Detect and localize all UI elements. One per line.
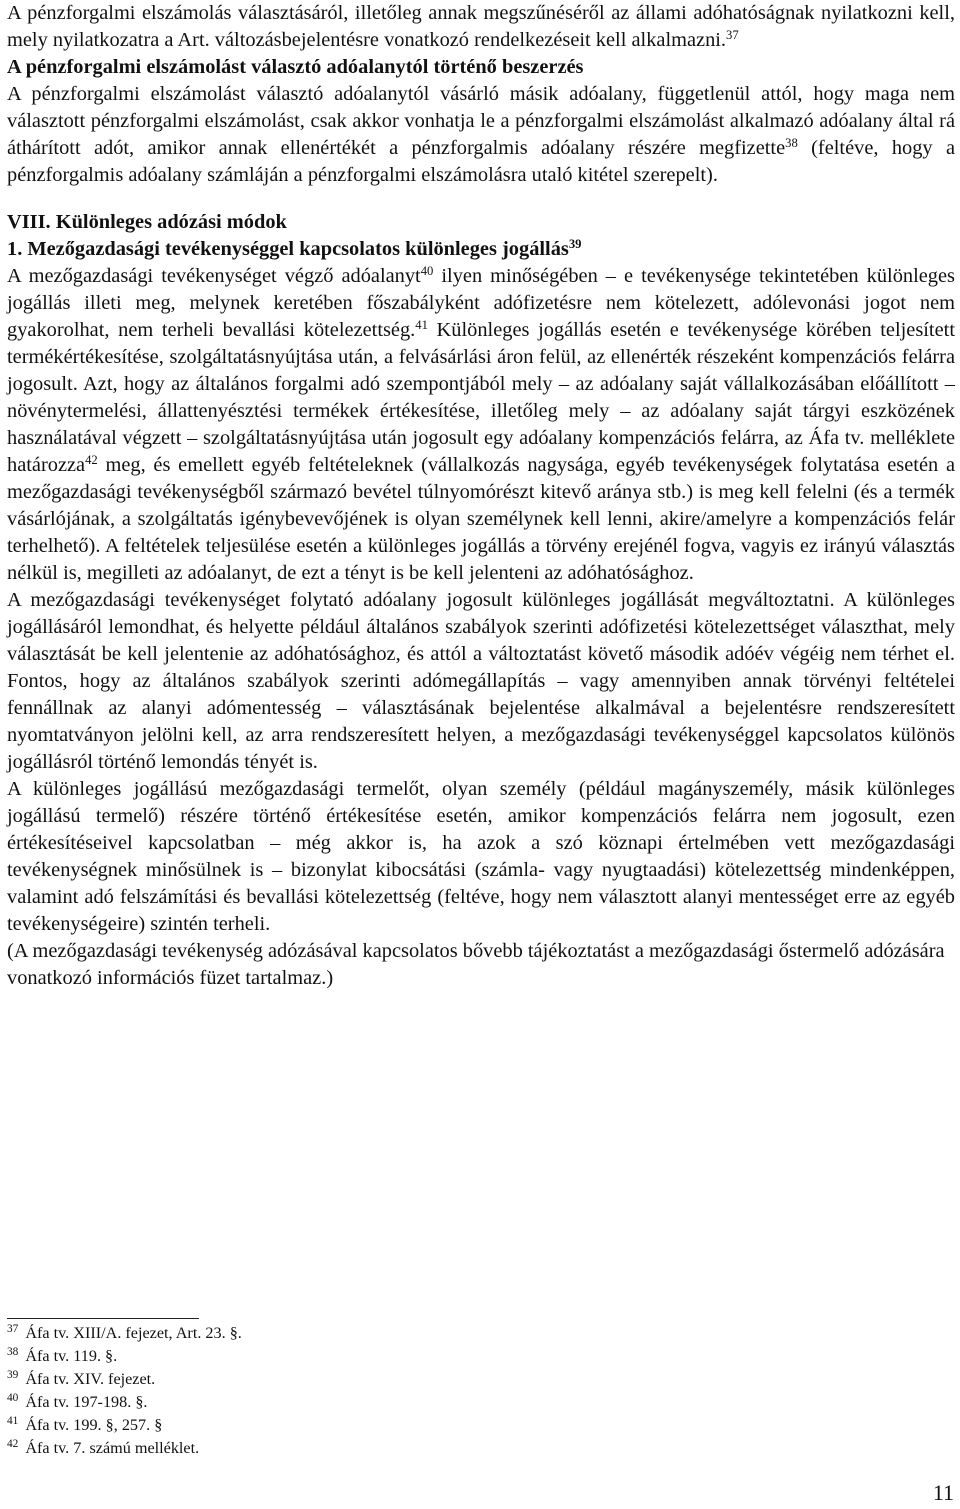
section-paragraph: A pénzforgalmi elszámolást választó adóalanytól vásárló másik adóalany, függetlenül attól, hogy maga nem választott pénzforgalmi elszámolást, csak akkor vonhatja le a pénzforgalmi elszámolást alkalmazó adóalany által rá áthárított adót, amikor annak ellenértékét a pénzforgalmis adóalany részére megfizette$^{38}$ (feltéve, hogy a pénzforgalmis adóalany számláján a pénzforgalmi elszámolásra utaló kitétel szerepelt). [7, 83, 956, 186]
footnote-item [7, 1414, 607, 1437]
body-paragraph: A mezőgazdasági tevékenységet végző adóalanyt$^{40}$ ilyen minőségében – e tevékenysége tekintetében különleges jogállás illeti meg, melynek keretében főszabályként adófizetésre nem kötelezett, adólevonási jogot nem gyakorolhat, nem terheli bevallási kötelezettség.$^{41}$ Különleges jogállás esetén e tevékenysége körében teljesített termékértékesítése, szolgáltatásnyújtása után, a felvásárlási áron felül, az ellenérték részeként kompenzációs felárra jogosult. Azt, hogy az általános forgalmi adó szempontjából mely – az adóalany saját vállalkozásában előállított – növénytermelési, állattenyésztési termékek értékesítése, illetőleg mely – az adóalany saját tárgyi eszközének használatával végzett – szolgáltatásnyújtása után jogosult egy adóalany kompenzációs felárra, az Áfa tv. melléklete határozza$^{42}$ meg, és emellett egyéb feltételeknek (vállalkozás nagysága, egyéb tevékenységek folytatása esetén a mezőgazdasági tevékenységből származó bevétel túlnyomórészt kitevő aránya stb.) is meg kell felelni (és a termék vásárlójának, a szolgáltatás igénybevevőjének is olyan személynek kell lenni, akire/amelyre a kompenzációs felár terhelhető). A feltételek teljesülése esetén a különleges jogállás a törvény erejénél fogva, vagyis ez irányú választás nélkül is, megilleti az adóalanyt, de ezt a tényt is be kell jelenteni az adóhatósághoz. [7, 264, 955, 584]
footnote-text: Áfa tv. XIII/A. fejezet, Art. 23. §. [25, 1324, 242, 1342]
footnote-number: 37 [7, 1323, 19, 1336]
footnote-ref[interactable]: 39 [568, 237, 582, 252]
footnote-text: Áfa tv. 199. §, 257. § [25, 1416, 163, 1434]
footnote-number: 38 [7, 1346, 19, 1359]
intro-paragraph: A pénzforgalmi elszámolás választásáról, illetőleg annak megszűnéséről az állami adóhatóságnak nyilatkozni kell, mely nyilatkozatra a Art. változásbejelentésre vonatkozó rendelkezéseit kell alkalmazni.$^{37}$ [7, 2, 955, 51]
body-paragraph: (A mezőgazdasági tevékenység adózásával kapcsolatos bővebb tájékoztatást a mezőgazdasági őstermelő adózására vonatkozó információs füzet tartalmaz.) [7, 940, 945, 989]
footnotes [7, 1322, 607, 1460]
footnote-ref[interactable]: 41 [415, 318, 428, 333]
footnote-number: 41 [7, 1415, 19, 1428]
footnote-item [7, 1345, 607, 1368]
subsection-heading: 1. Mezőgazdasági tevékenységgel kapcsolatos különleges jogállás$^{39}$ [7, 237, 582, 260]
footnote-item [7, 1368, 607, 1391]
footnote-ref[interactable]: 37 [726, 28, 739, 43]
footnote-separator [7, 1318, 199, 1319]
footnote-ref[interactable]: 38 [785, 136, 798, 151]
chapter-title: VIII. Különleges adózási módok [7, 211, 287, 233]
body-paragraph: A különleges jogállású mezőgazdasági termelőt, olyan személy (például magányszemély, másik különleges jogállású termelő) részére történő értékesítése esetén, amikor kompenzációs felárra nem jogosult, ezen értékesítéseivel kapcsolatban – még akkor is, ha azok a szó köznapi értelmében vett mezőgazdasági tevékenységnek minősülnek is – bizonylat kibocsátási (számla- vagy nyugtaadási) kötelezettség mindenképpen, valamint adó felszámítási és bevallási kötelezettség (feltéve, hogy nem választott alanyi mentességet erre az egyéb tevékenységeire) szintén terheli. [7, 778, 955, 935]
footnote-number: 39 [7, 1369, 19, 1382]
footnote-item [7, 1437, 607, 1460]
footnote-text: Áfa tv. 197-198. §. [25, 1393, 148, 1411]
footnote-text: Áfa tv. 7. számú melléklet. [25, 1439, 200, 1457]
section-heading: A pénzforgalmi elszámolást választó adóalanytól történő beszerzés [7, 56, 584, 78]
footnote-item [7, 1391, 607, 1414]
footnote-number: 40 [7, 1392, 19, 1405]
footnote-text: Áfa tv. 119. §. [25, 1347, 118, 1365]
body-paragraph: A mezőgazdasági tevékenységet folytató adóalany jogosult különleges jogállását megváltoztatni. A különleges jogállásáról lemondhat, és helyette például általános szabályok szerinti adófizetési kötelezettséget választhat, mely választását be kell jelentenie az adóhatósághoz, és attól a változtatást követő második adóév végéig nem térhet el. Fontos, hogy az általános szabályok szerinti adómegállapítás – vagy amennyiben annak törvényi feltételei fennállnak az alanyi adómentesség – választásának bejelentése alkalmával a bejelentésre rendszeresített nyomtatványon jelölni kell, az arra rendszeresített helyen, a mezőgazdasági tevékenységgel kapcsolatos különös jogállásról történő lemondás tényét is. [7, 589, 955, 773]
footnote-ref[interactable]: 42 [85, 453, 98, 468]
page-body [7, 0, 955, 992]
footnote-item [7, 1322, 607, 1345]
footnote-ref[interactable]: 40 [420, 264, 434, 279]
page-number: 11 [932, 1480, 954, 1505]
footnote-number: 42 [7, 1438, 19, 1451]
footnote-text: Áfa tv. XIV. fejezet. [25, 1370, 156, 1388]
